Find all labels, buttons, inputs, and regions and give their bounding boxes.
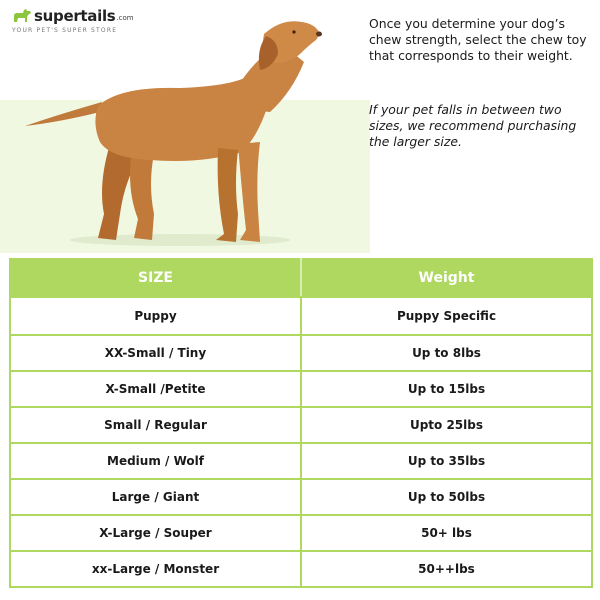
size-cell: Large / Giant: [10, 479, 301, 515]
column-header-size: SIZE: [10, 259, 301, 297]
puppy-photo: [20, 14, 330, 250]
weight-cell: 50++lbs: [301, 551, 592, 587]
table-row: [10, 335, 592, 371]
table-row: [10, 407, 592, 443]
weight-cell: Up to 35lbs: [301, 443, 592, 479]
hero-image-area: [0, 0, 370, 253]
weight-cell: Up to 15lbs: [301, 371, 592, 407]
size-weight-table: [9, 258, 593, 588]
table-row: [10, 515, 592, 551]
table-row: [10, 371, 592, 407]
table-row: [10, 551, 592, 587]
table-header-row: [10, 259, 592, 297]
brand-name: supertails: [34, 7, 116, 25]
column-header-weight: Weight: [301, 259, 592, 297]
size-note: If your pet falls in between two sizes, we recommend purchasing the larger size.: [369, 102, 577, 149]
weight-cell: Puppy Specific: [301, 297, 592, 335]
size-cell: X-Small /Petite: [10, 371, 301, 407]
weight-cell: Up to 8lbs: [301, 335, 592, 371]
size-cell: XX-Small / Tiny: [10, 335, 301, 371]
brand-tagline: YOUR PET'S SUPER STORE: [12, 27, 118, 34]
table-row: [10, 297, 592, 335]
table-row: [10, 479, 592, 515]
size-cell: X-Large / Souper: [10, 515, 301, 551]
weight-cell: Upto 25lbs: [301, 407, 592, 443]
size-cell: Small / Regular: [10, 407, 301, 443]
weight-cell: Up to 50lbs: [301, 479, 592, 515]
size-cell: Puppy: [10, 297, 301, 335]
table-row: [10, 443, 592, 479]
weight-cell: 50+ lbs: [301, 515, 592, 551]
size-cell: xx-Large / Monster: [10, 551, 301, 587]
intro-text: Once you determine your dog’s chew strength, select the chew toy that corresponds to their weight.: [369, 16, 587, 63]
size-cell: Medium / Wolf: [10, 443, 301, 479]
brand-domain-suffix: .com: [116, 14, 134, 22]
